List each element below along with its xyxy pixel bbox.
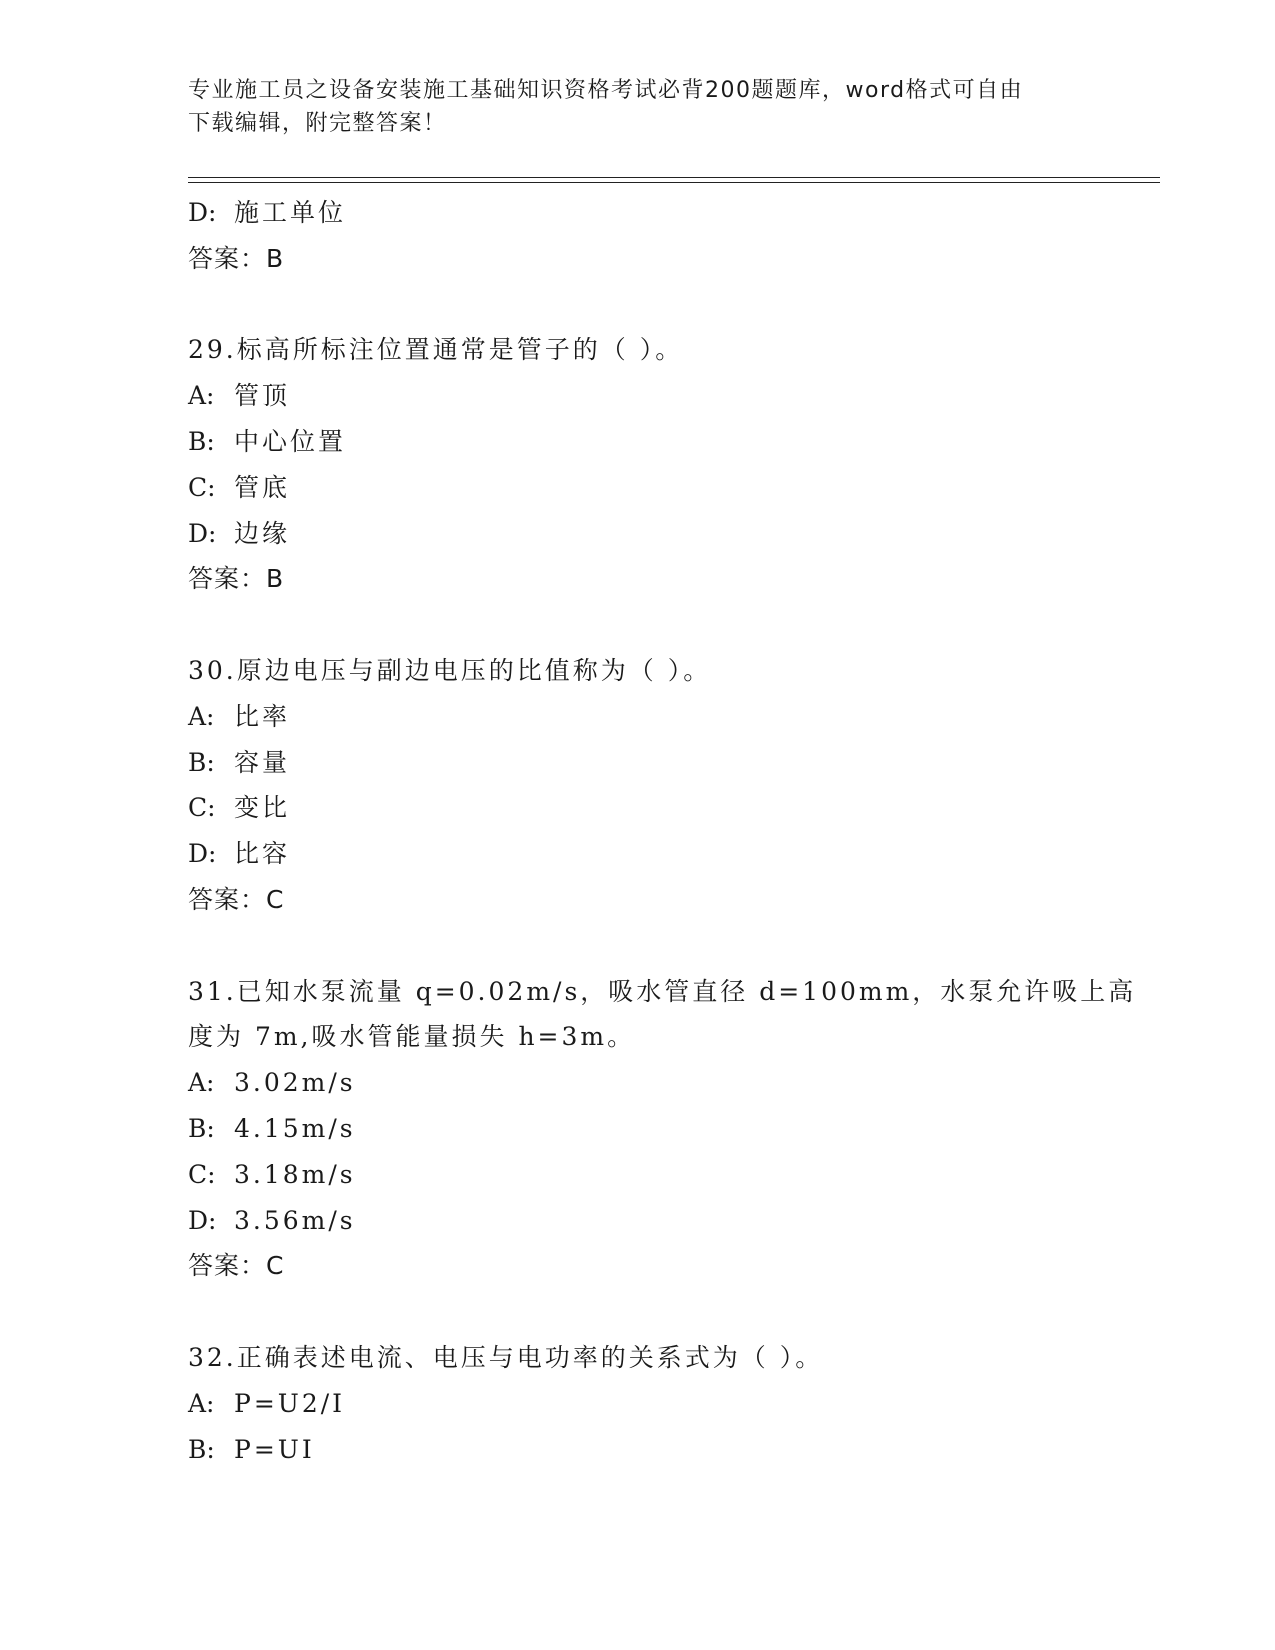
option-text: 比率 xyxy=(234,701,291,731)
question-stem: 29.标高所标注位置通常是管子的（ ）。 xyxy=(188,335,684,365)
option-key: C: xyxy=(188,793,216,823)
option-text: 管顶 xyxy=(234,381,291,411)
option-text: 3.18m/s xyxy=(234,1159,356,1189)
option-key: A: xyxy=(188,1068,215,1098)
option-text: 变比 xyxy=(234,793,291,823)
header-line-2: 下载编辑，附完整答案！ xyxy=(188,111,447,136)
option-item xyxy=(188,373,1088,419)
question-stem: 31.已知水泵流量 q=0.02m/s，吸水管直径 d=100mm，水泵允许吸上高 xyxy=(188,976,1137,1006)
option-text: 边缘 xyxy=(234,518,291,548)
option-key: D: xyxy=(188,839,217,869)
option-item xyxy=(188,694,1088,740)
option-key: C: xyxy=(188,1159,216,1189)
option-key: D: xyxy=(188,198,217,227)
spacer xyxy=(188,923,1088,969)
option-text: P=U2/I xyxy=(234,1388,346,1418)
answer-line: 答案：C xyxy=(188,1251,285,1281)
option-item xyxy=(188,785,1088,831)
option-text: 中心位置 xyxy=(234,426,347,456)
question-stem: 32.正确表述电流、电压与电功率的关系式为（ ）。 xyxy=(188,1342,824,1372)
option-item xyxy=(188,1381,1088,1427)
option-item xyxy=(188,831,1088,877)
option-item xyxy=(188,1427,1088,1473)
option-text: 3.02m/s xyxy=(234,1068,356,1098)
option-item xyxy=(188,1152,1088,1198)
option-item xyxy=(188,190,1088,236)
option-item xyxy=(188,740,1088,786)
answer-line: 答案：B xyxy=(188,243,285,273)
option-item xyxy=(188,1060,1088,1106)
option-key: D: xyxy=(188,1205,217,1235)
option-text: 施工单位 xyxy=(234,198,347,227)
spacer xyxy=(188,1289,1088,1335)
option-text: 管底 xyxy=(234,472,291,502)
option-key: D: xyxy=(188,518,217,548)
option-text: P=UI xyxy=(234,1434,315,1464)
option-item xyxy=(188,1198,1088,1244)
answer-line: 答案：B xyxy=(188,564,285,594)
option-key: B: xyxy=(188,1113,215,1143)
header-line-1: 专业施工员之设备安装施工基础知识资格考试必背200题题库，word格式可自由 xyxy=(188,78,1024,103)
option-item xyxy=(188,465,1088,511)
question-stem: 30.原边电压与副边电压的比值称为（ ）。 xyxy=(188,655,712,685)
option-item xyxy=(188,419,1088,465)
document-header xyxy=(188,74,1088,140)
option-key: B: xyxy=(188,1434,215,1464)
option-key: B: xyxy=(188,747,215,777)
option-text: 容量 xyxy=(234,747,291,777)
answer-line: 答案：C xyxy=(188,884,285,914)
option-text: 比容 xyxy=(234,839,291,869)
question-list xyxy=(188,190,1137,1472)
option-key: A: xyxy=(188,701,215,731)
option-key: B: xyxy=(188,426,215,456)
option-item xyxy=(188,511,1088,557)
option-text: 3.56m/s xyxy=(234,1205,356,1235)
option-key: A: xyxy=(188,1388,215,1418)
spacer xyxy=(188,602,1088,648)
header-divider-bottom xyxy=(188,182,1160,183)
spacer xyxy=(188,282,1088,328)
option-text: 4.15m/s xyxy=(234,1113,356,1143)
option-item xyxy=(188,1106,1088,1152)
header-divider-top xyxy=(188,177,1160,178)
option-key: C: xyxy=(188,472,216,502)
option-key: A: xyxy=(188,381,215,411)
question-stem-continued: 度为 7m,吸水管能量损失 h=3m。 xyxy=(188,1022,636,1052)
